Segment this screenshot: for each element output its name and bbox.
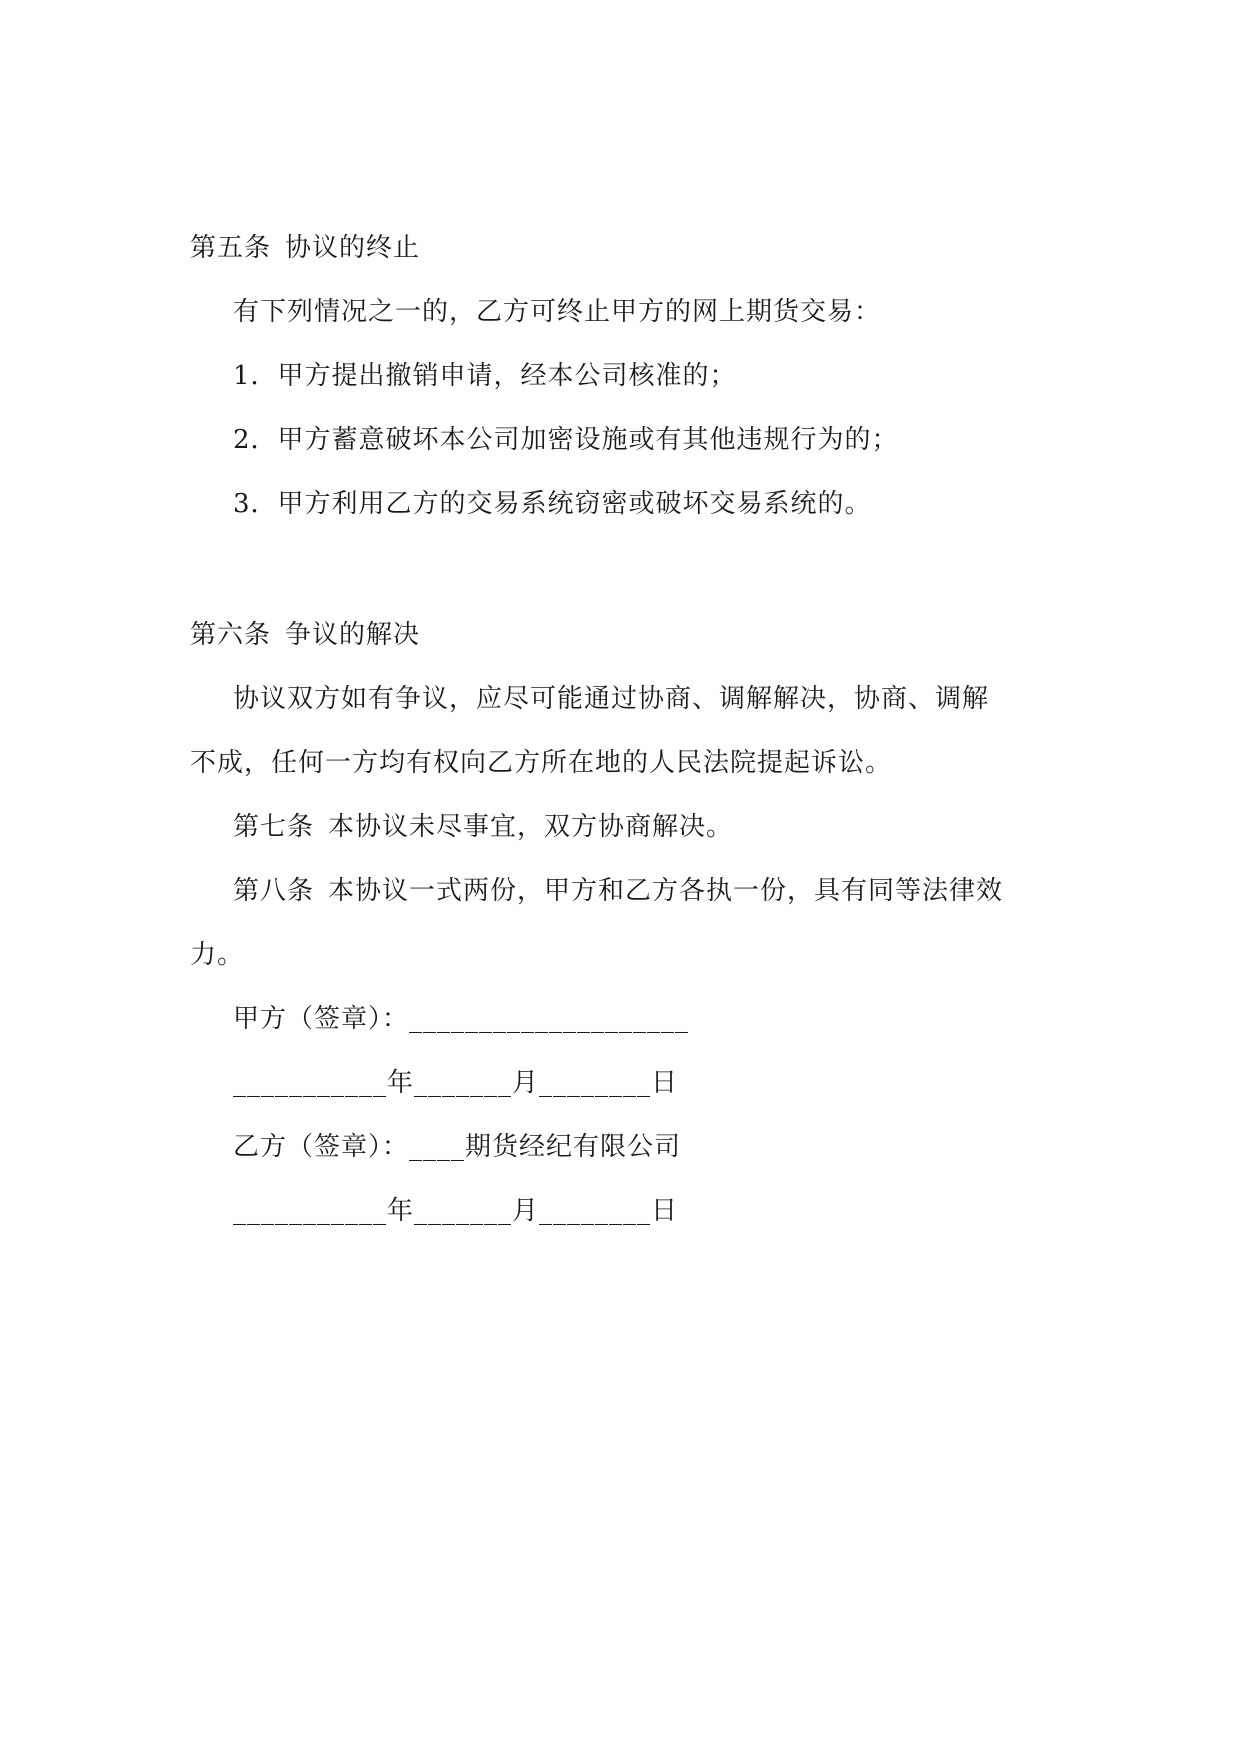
article-6-number: 第六条 [190, 620, 272, 650]
article-5-item-1: 1．甲方提出撤销申请，经本公司核准的； [233, 361, 737, 391]
article-6-body-line-2: 不成，任何一方均有权向乙方所在地的人民法院提起诉讼。 [190, 748, 893, 778]
article-7 [233, 809, 733, 845]
article-8-line-2: 力。 [190, 940, 245, 970]
article-7-number: 第七条 [233, 812, 315, 842]
article-8-number: 第八条 [233, 876, 315, 906]
article-5-item-2: 2．甲方蓄意破坏本公司加密设施或有其他违规行为的； [233, 425, 899, 455]
article-5-title: 协议的终止 [285, 233, 421, 263]
article-5-intro: 有下列情况之一的，乙方可终止甲方的网上期货交易： [233, 297, 882, 327]
party-a-signature: 甲方（签章）：____________________ [233, 1004, 690, 1034]
article-8-text-1: 本协议一式两份，甲方和乙方各执一份，具有同等法律效 [328, 876, 1004, 906]
party-b-signature: 乙方（签章）：____期货经纪有限公司 [233, 1132, 682, 1162]
article-5-item-3: 3．甲方利用乙方的交易系统窃密或破坏交易系统的。 [233, 489, 872, 519]
article-5-heading [190, 230, 420, 266]
party-a-date: ___________年_______月________日 [233, 1068, 679, 1098]
article-7-text: 本协议未尽事宜，双方协商解决。 [328, 812, 734, 842]
article-6-body-line-1: 协议双方如有争议，应尽可能通过协商、调解解决，协商、调解 [233, 684, 990, 714]
article-6-title: 争议的解决 [285, 620, 421, 650]
party-b-date: ___________年_______月________日 [233, 1196, 679, 1226]
article-6-heading [190, 617, 420, 653]
article-8-line-1 [233, 873, 1003, 909]
article-5-number: 第五条 [190, 233, 272, 263]
